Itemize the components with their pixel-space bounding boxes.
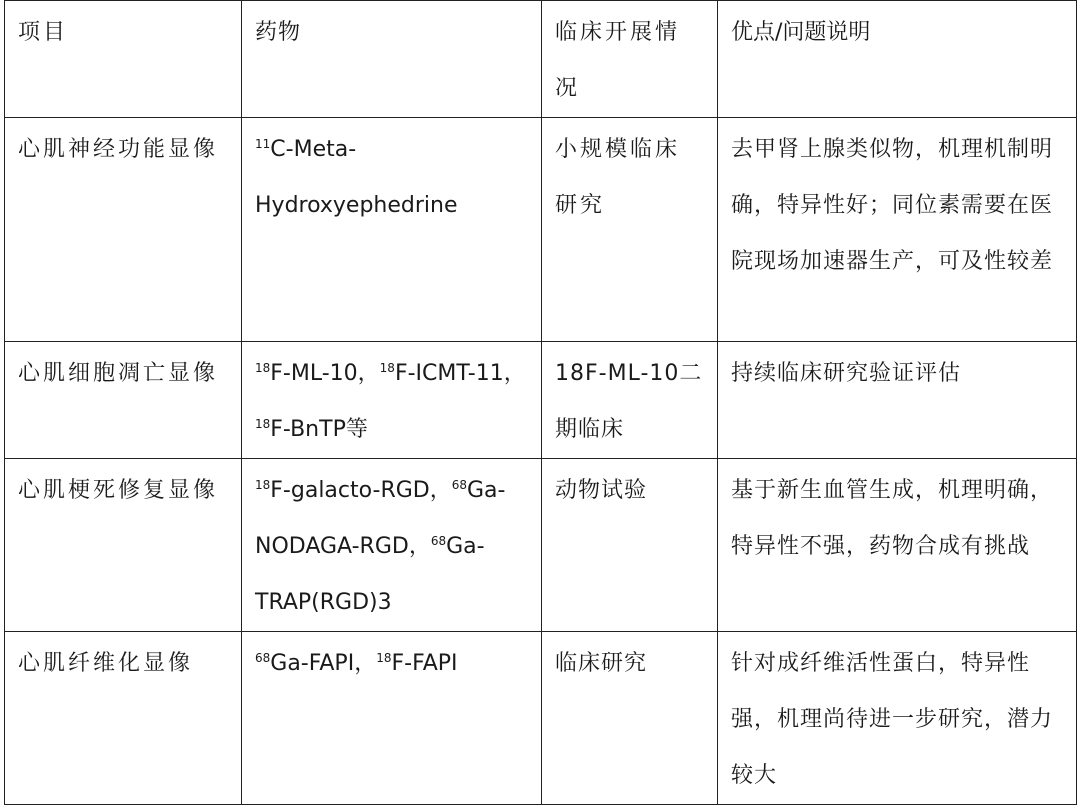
drug-table	[4, 0, 1077, 805]
table-row	[5, 342, 1077, 459]
row-item-cell: 心肌细胞凋亡显像	[5, 342, 242, 459]
drug-text: $^{18}$F-ML-10，$^{18}$F-ICMT-11，$^{18}$F-BnTP等	[255, 361, 526, 442]
row-status-cell: 动物试验	[542, 459, 718, 632]
row-item-cell: 心肌梗死修复显像	[5, 459, 242, 632]
row-drug-cell	[242, 632, 542, 805]
table-header-row	[5, 1, 1077, 118]
row-note-cell: 持续临床研究验证评估	[718, 342, 1077, 459]
header-item: 项目	[5, 1, 242, 118]
row-drug-cell	[242, 459, 542, 632]
header-drug: 药物	[242, 1, 542, 118]
row-item-cell: 心肌神经功能显像	[5, 118, 242, 342]
row-note-cell: 基于新生血管生成，机理明确，特异性不强，药物合成有挑战	[718, 459, 1077, 632]
row-status-cell: 小规模临床研究	[542, 118, 718, 342]
header-note: 优点/问题说明	[718, 1, 1077, 118]
row-drug-cell	[242, 342, 542, 459]
row-note-cell: 针对成纤维活性蛋白，特异性强，机理尚待进一步研究，潜力较大	[718, 632, 1077, 805]
row-item-cell: 心肌纤维化显像	[5, 632, 242, 805]
drug-text: $^{18}$F-galacto-RGD，$^{68}$Ga-NODAGA-RGD，$^{68}$Ga-TRAP(RGD)3	[255, 478, 506, 615]
header-status: 临床开展情况	[542, 1, 718, 118]
drug-text: $^{11}$C-Meta-Hydroxyephedrine	[255, 137, 458, 218]
row-status-cell: 18F-ML-10二期临床	[542, 342, 718, 459]
drug-text: $^{68}$Ga-FAPI，$^{18}$F-FAPI	[255, 651, 458, 676]
row-drug-cell	[242, 118, 542, 342]
row-note-cell: 去甲肾上腺类似物，机理机制明确，特异性好；同位素需要在医院现场加速器生产，可及性较差	[718, 118, 1077, 342]
row-status-cell: 临床研究	[542, 632, 718, 805]
table-row	[5, 459, 1077, 632]
table-row	[5, 632, 1077, 805]
table-row	[5, 118, 1077, 342]
